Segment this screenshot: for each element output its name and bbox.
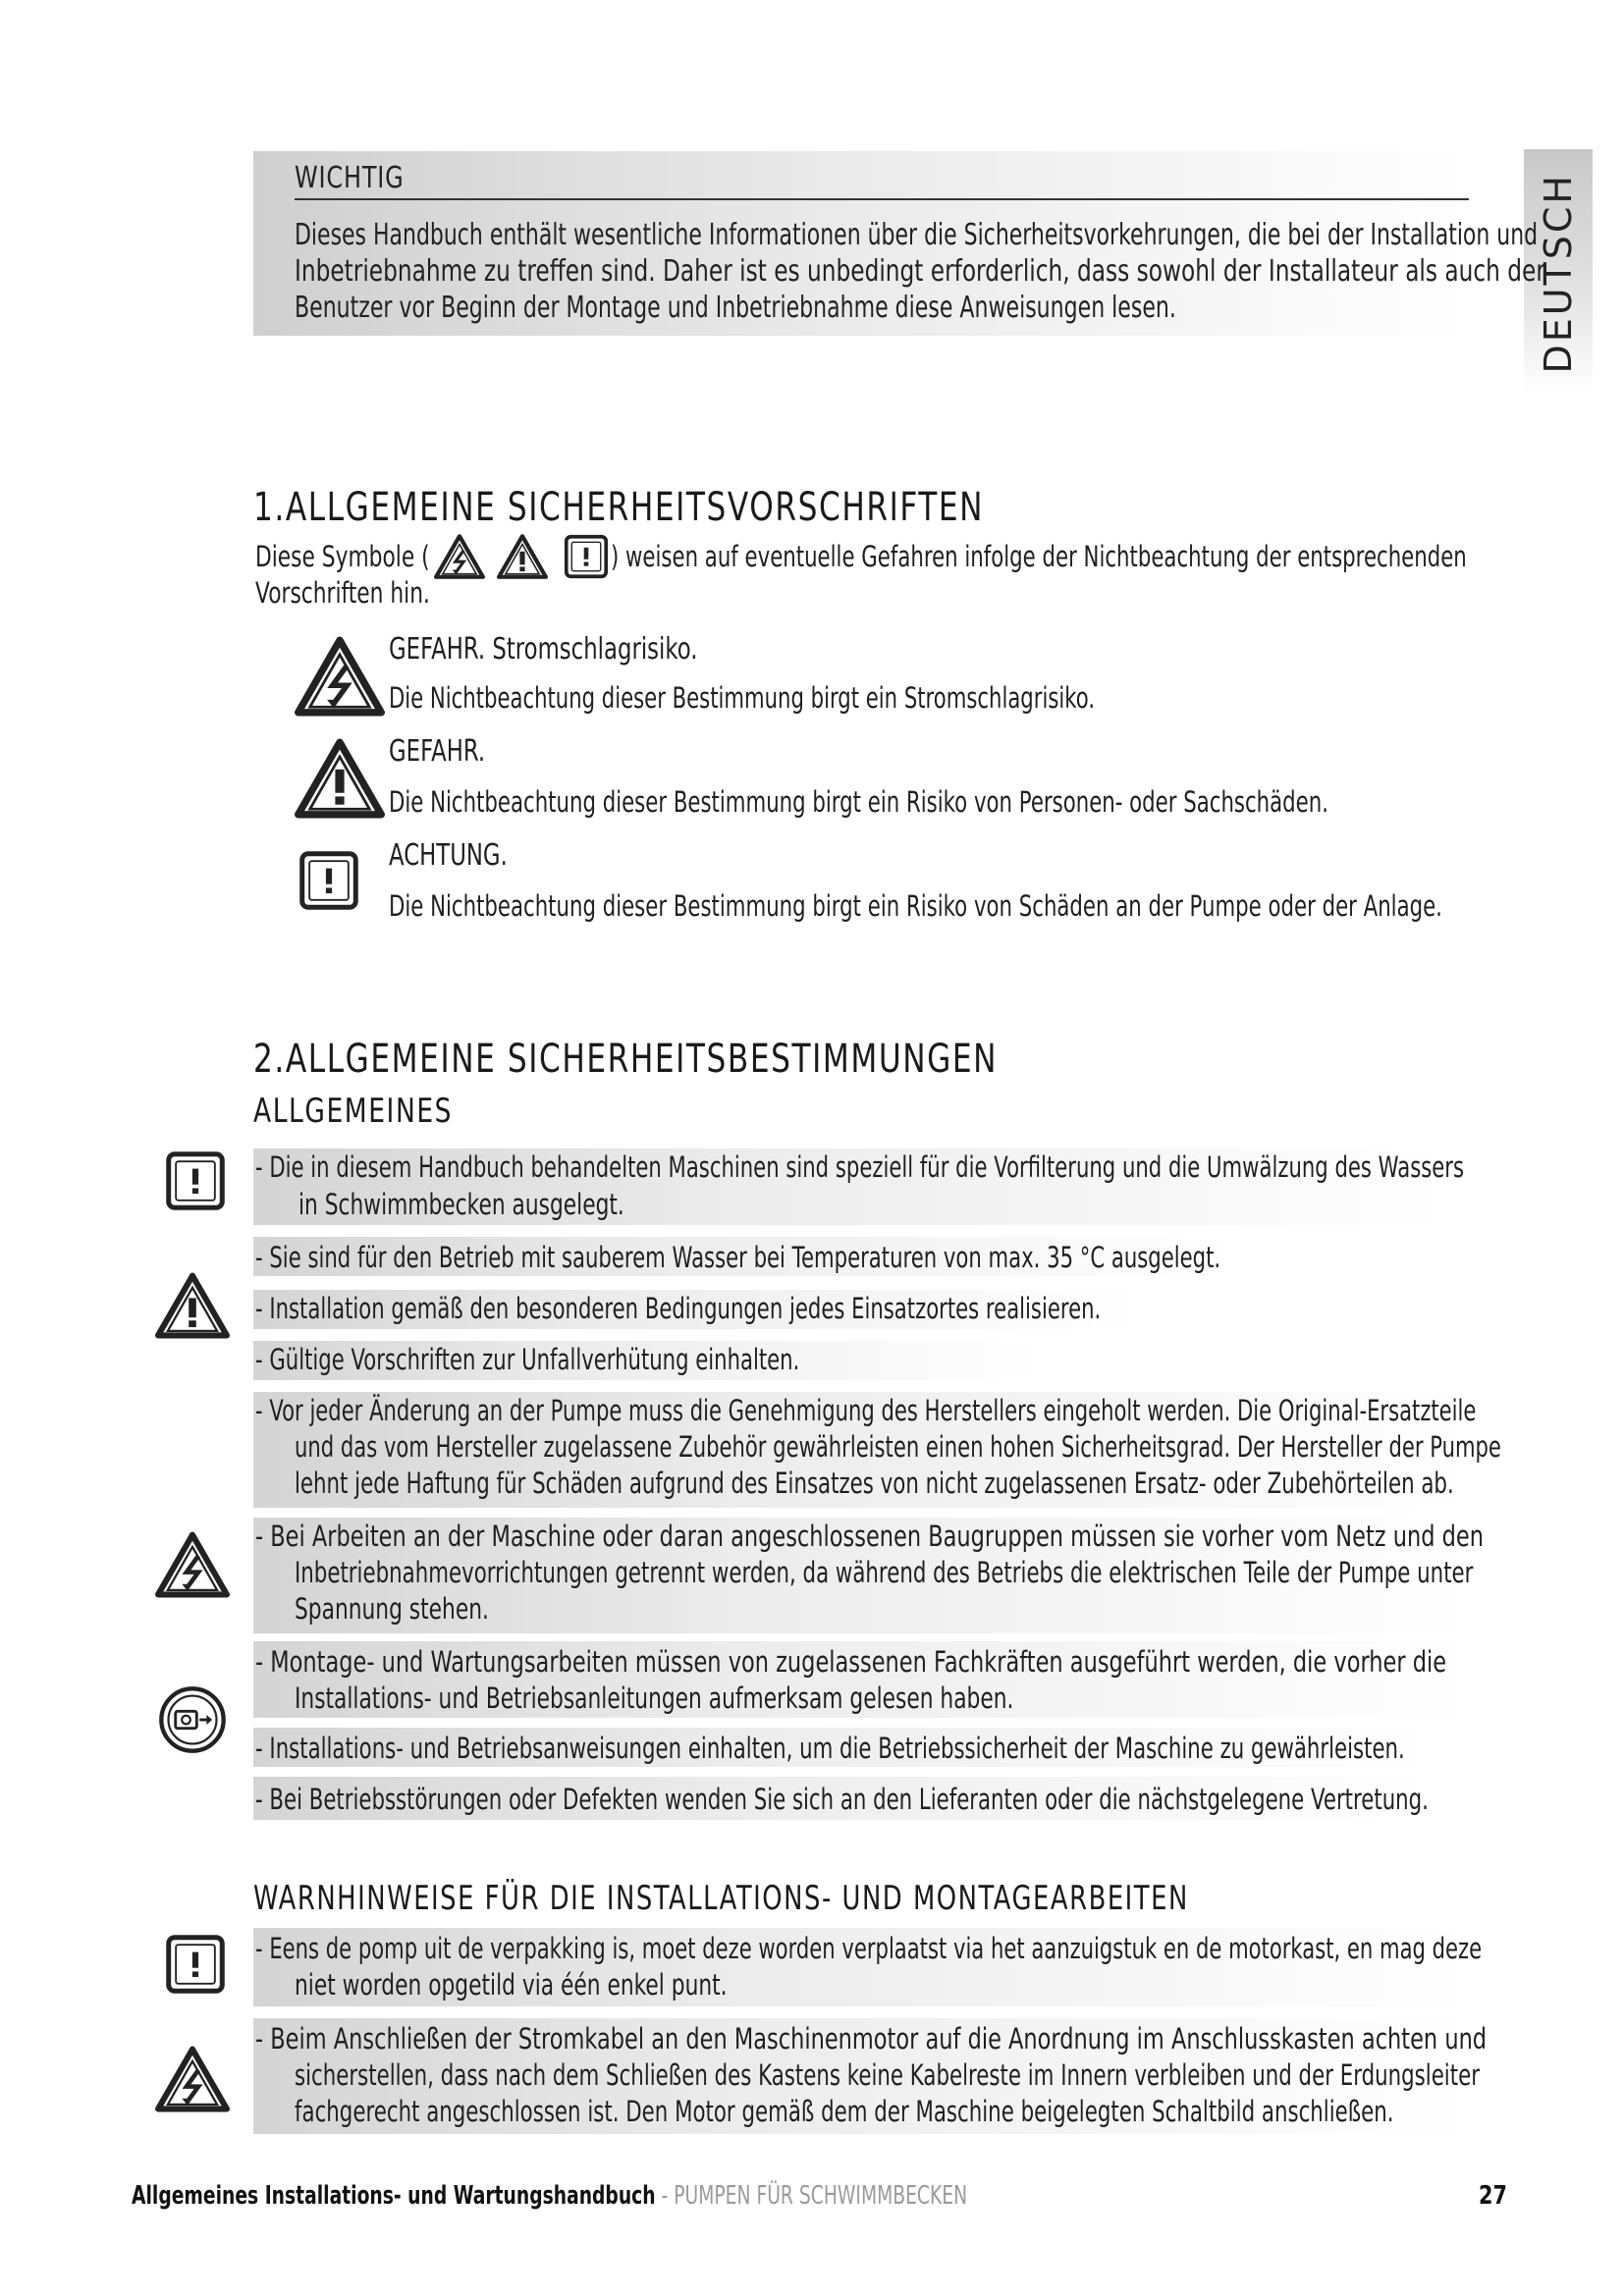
section1-intro-start: Diese Symbole ( bbox=[255, 540, 430, 573]
important-title: WICHTIG bbox=[295, 161, 405, 195]
attention-icon bbox=[564, 534, 609, 579]
electric-hazard-icon bbox=[155, 2046, 230, 2112]
section3-title: WARNHINWEISE FÜR DIE INSTALLATIONS- UND MONTAGEARBEITEN bbox=[253, 1879, 1189, 1918]
footer-title bbox=[132, 2181, 1292, 2211]
warning-icon bbox=[497, 534, 548, 579]
list-item-continuation: Inbetriebnahmevorrichtungen getrennt werden, da während des Betriebs die elektrischen Teile der Pumpe unter bbox=[295, 1556, 1474, 1589]
list-item: - Vor jeder Änderung an der Pumpe muss die Genehmigung des Herstellers eingeholt werden. Die Original-Ersatzteile bbox=[255, 1394, 1477, 1427]
footer-separator: - bbox=[655, 2181, 675, 2211]
list-item: - Installations- und Betriebsanweisungen einhalten, um die Betriebssicherheit der Maschine zu gewährleisten. bbox=[255, 1732, 1405, 1765]
language-tab-label: DEUTSCH bbox=[1537, 173, 1580, 374]
page-number: 27 bbox=[1479, 2181, 1507, 2211]
symbol-description: Die Nichtbeachtung dieser Bestimmung birgt ein Risiko von Schäden an der Pumpe oder der Anlage. bbox=[389, 889, 1442, 923]
list-item: - Montage- und Wartungsarbeiten müssen von zugelassenen Fachkräften ausgeführt werden, die vorher die bbox=[255, 1645, 1447, 1679]
electric-hazard-icon bbox=[434, 534, 485, 579]
footer-manual-title: Allgemeines Installations- und Wartungshandbuch bbox=[132, 2181, 656, 2211]
electric-hazard-icon bbox=[295, 636, 385, 717]
symbol-description: Die Nichtbeachtung dieser Bestimmung birgt ein Stromschlagrisiko. bbox=[389, 681, 1096, 715]
section2-subtitle: ALLGEMEINES bbox=[253, 1092, 454, 1131]
list-item-continuation: niet worden opgetild via één enkel punt. bbox=[295, 1968, 728, 2002]
list-item-continuation: Installations- und Betriebsanleitungen aufmerksam gelesen haben. bbox=[295, 1682, 1014, 1715]
list-item: - Bei Betriebsstörungen oder Defekten wenden Sie sich an den Lieferanten oder die nächstgelegene Vertretung. bbox=[255, 1783, 1429, 1816]
attention-icon bbox=[165, 1150, 226, 1211]
list-item: - Bei Arbeiten an der Maschine oder daran angeschlossenen Baugruppen müssen sie vorher vom Netz und den bbox=[255, 1520, 1484, 1553]
list-item-continuation: sicherstellen, dass nach dem Schließen des Kastens keine Kabelreste im Innern verbleiben und der Erdungsleiter bbox=[295, 2058, 1480, 2092]
warning-icon bbox=[295, 738, 385, 819]
symbol-title: GEFAHR. bbox=[389, 734, 486, 769]
list-item-continuation: und das vom Hersteller zugelassene Zubehör gewährleisten einen hohen Sicherheitsgrad. Der Hersteller der Pumpe bbox=[295, 1430, 1501, 1464]
symbol-title: GEFAHR. Stromschlagrisiko. bbox=[389, 632, 698, 667]
list-item: - Sie sind für den Betrieb mit sauberem Wasser bei Temperaturen von max. 35 °C ausgelegt. bbox=[255, 1241, 1221, 1274]
section1-intro-line2: Vorschriften hin. bbox=[255, 576, 430, 610]
attention-icon bbox=[165, 1934, 226, 1995]
important-text-line: Inbetriebnahme zu treffen sind. Daher ist es unbedingt erforderlich, dass sowohl der Installateur als auch der bbox=[295, 254, 1545, 289]
list-item-continuation: fachgerecht angeschlossen ist. Den Motor gemäß dem der Maschine beigelegten Schaltbild anschließen. bbox=[295, 2095, 1394, 2128]
section1-intro-end: ) weisen auf eventuelle Gefahren infolge der Nichtbeachtung der entsprechenden bbox=[611, 540, 1467, 573]
attention-icon bbox=[298, 850, 359, 911]
list-item: - Beim Anschließen der Stromkabel an den Maschinenmotor auf die Anordnung im Anschlusskasten achten und bbox=[255, 2022, 1488, 2056]
list-item: - Die in diesem Handbuch behandelten Maschinen sind speziell für die Vorfilterung und die Umwälzung des Wassers bbox=[255, 1150, 1465, 1184]
list-item: - Gültige Vorschriften zur Unfallverhütung einhalten. bbox=[255, 1343, 800, 1376]
symbol-title: ACHTUNG. bbox=[389, 838, 508, 873]
list-item-continuation: in Schwimmbecken ausgelegt. bbox=[298, 1188, 624, 1221]
electric-hazard-icon bbox=[155, 1531, 230, 1598]
list-item-continuation: Spannung stehen. bbox=[295, 1592, 489, 1626]
section2-title: 2.ALLGEMEINE SICHERHEITSBESTIMMUNGEN bbox=[253, 1037, 999, 1082]
important-text-line: Benutzer vor Beginn der Montage und Inbetriebnahme diese Anweisungen lesen. bbox=[295, 291, 1176, 325]
list-item: - Eens de pomp uit de verpakking is, moet deze worden verplaatst via het aanzuigstuk en de motorkast, en mag deze bbox=[255, 1932, 1483, 1965]
read-manual-icon bbox=[157, 1684, 228, 1755]
list-item: - Installation gemäß den besonderen Bedingungen jedes Einsatzortes realisieren. bbox=[255, 1292, 1102, 1325]
footer-section-name: PUMPEN FÜR SCHWIMMBECKEN bbox=[674, 2181, 968, 2211]
section1-title: 1.ALLGEMEINE SICHERHEITSVORSCHRIFTEN bbox=[253, 485, 985, 530]
important-divider bbox=[295, 198, 1469, 200]
important-text-line: Dieses Handbuch enthält wesentliche Informationen über die Sicherheitsvorkehrungen, die bei der Installation und bbox=[295, 218, 1539, 252]
warning-icon bbox=[155, 1272, 230, 1339]
list-item-continuation: lehnt jede Haftung für Schäden aufgrund des Einsatzes von nicht zugelassenen Ersatz- oder Zubehörteilen ab. bbox=[295, 1467, 1454, 1500]
symbol-description: Die Nichtbeachtung dieser Bestimmung birgt ein Risiko von Personen- oder Sachschäden. bbox=[389, 785, 1328, 819]
